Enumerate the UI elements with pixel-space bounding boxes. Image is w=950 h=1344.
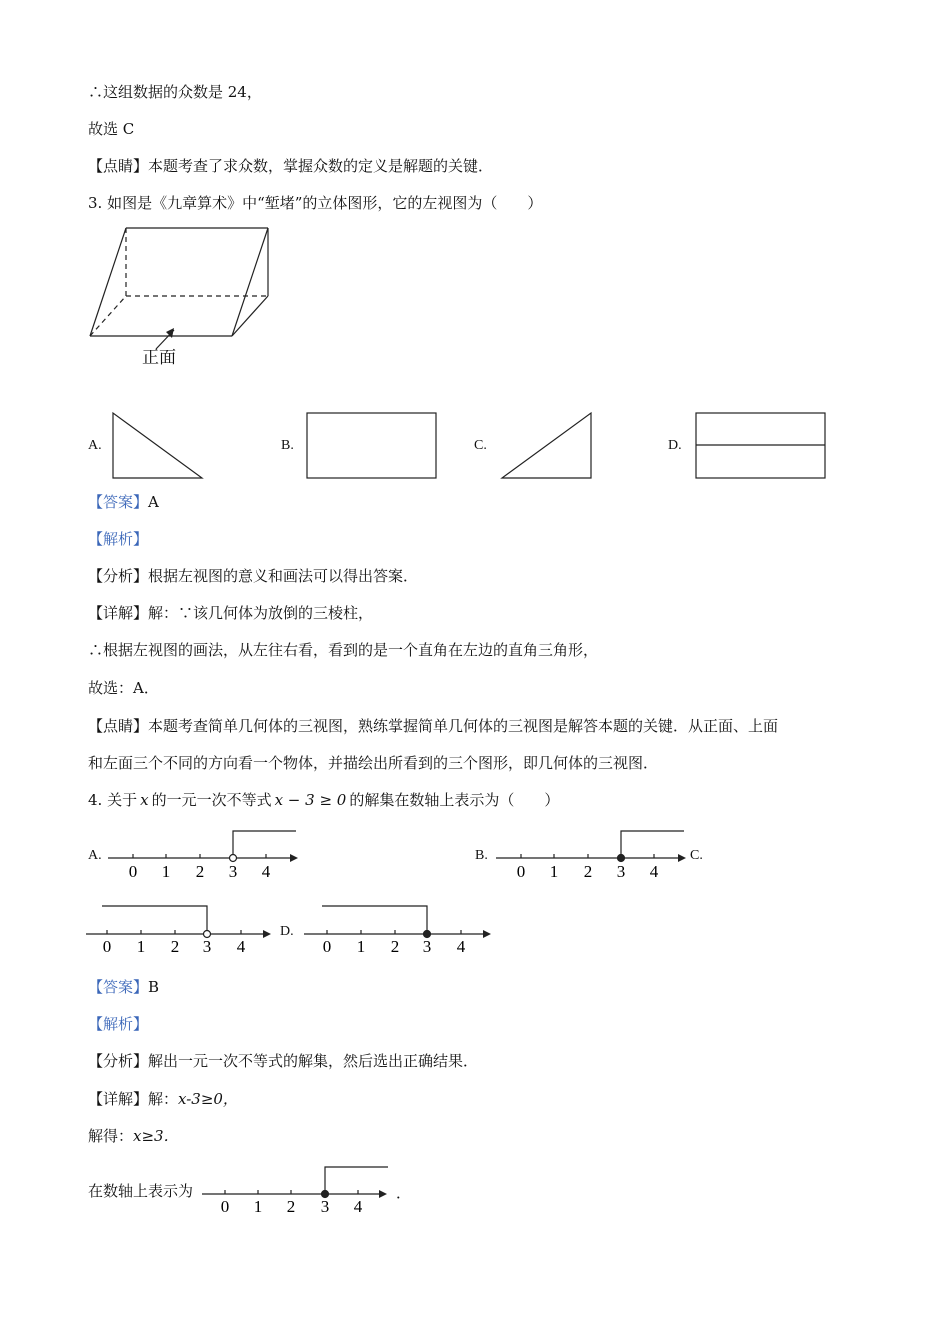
q4-option-d-label: D. <box>280 924 294 939</box>
q4-inequality: x − 3 ≥ 0 <box>274 791 347 809</box>
tick-label: 4 <box>236 937 246 956</box>
tick-label: 3 <box>320 1197 330 1216</box>
q4-suffix: 的解集在数轴上表示为（ ） <box>349 791 560 809</box>
tick-label: 0 <box>220 1197 230 1216</box>
tick-label: 3 <box>616 862 626 881</box>
tick-label: 0 <box>322 937 332 956</box>
tick-label: 0 <box>516 862 526 881</box>
number-line-d <box>304 904 496 956</box>
answer-tag: 【答案】 <box>88 493 149 511</box>
prism-figure <box>86 224 276 374</box>
answer-tag: 【答案】 <box>88 978 149 996</box>
q4-option-b-label: B. <box>475 848 488 863</box>
tick-label: 4 <box>261 862 271 881</box>
q3-answer <box>88 492 159 512</box>
xiangjie-expr: x-3≥0， <box>178 1090 238 1108</box>
question-4 <box>88 790 559 810</box>
option-b-label: B. <box>281 438 294 453</box>
tick-label: 0 <box>102 937 112 956</box>
question-3: 3. 如图是《九章算术》中“堑堵”的立体图形，它的左视图为（ ） <box>88 194 543 212</box>
tick-label: 1 <box>356 937 366 956</box>
q4-var: x <box>140 791 149 809</box>
text-line: 故选：A． <box>88 679 159 697</box>
jiede-expr: x≥3． <box>133 1127 179 1145</box>
number-line-a <box>108 828 300 880</box>
text-line: 和左面三个不同的方向看一个物体，并描绘出所看到的三个图形，即几何体的三视图． <box>88 754 659 772</box>
tick-label: 2 <box>583 862 593 881</box>
answer-value: A <box>148 493 159 511</box>
text-line: ∴根据左视图的画法，从左往右看，看到的是一个直角在左边的直角三角形， <box>88 641 599 659</box>
tick-label: 4 <box>649 862 659 881</box>
number-line-suffix: ． <box>396 1184 412 1202</box>
option-d-figure <box>695 412 827 482</box>
tick-label: 1 <box>161 862 171 881</box>
q4-mid: 的一元一次不等式 <box>151 791 272 809</box>
text-line: 【分析】根据左视图的意义和画法可以得出答案． <box>88 567 419 585</box>
tick-label: 3 <box>228 862 238 881</box>
text-line: 【点睛】本题考查简单几何体的三视图，熟练掌握简单几何体的三视图是解答本题的关键．从正面、上面 <box>88 717 779 735</box>
front-label: 正面 <box>142 348 176 368</box>
text-line <box>88 1089 238 1109</box>
q3-analysis-tag: 【解析】 <box>88 530 149 548</box>
number-line-solution <box>198 1164 394 1216</box>
tick-label: 2 <box>195 862 205 881</box>
tick-label: 4 <box>456 937 466 956</box>
q4-analysis-tag: 【解析】 <box>88 1015 149 1033</box>
option-b-figure <box>306 412 438 482</box>
option-a-label: A. <box>88 438 102 453</box>
tick-label: 3 <box>202 937 212 956</box>
q4-prefix: 4. 关于 <box>88 791 138 809</box>
number-line-b <box>496 828 688 880</box>
tick-label: 2 <box>286 1197 296 1216</box>
tick-label: 3 <box>422 937 432 956</box>
text-line: 【分析】解出一元一次不等式的解集，然后选出正确结果． <box>88 1052 479 1070</box>
text-line: 故选 C <box>88 120 135 138</box>
option-d-label: D. <box>668 438 682 453</box>
tick-label: 1 <box>136 937 146 956</box>
number-line-c <box>86 904 276 956</box>
tick-label: 4 <box>353 1197 363 1216</box>
q4-answer <box>88 977 159 997</box>
tick-label: 2 <box>170 937 180 956</box>
tick-label: 1 <box>253 1197 263 1216</box>
text-line: ∴这组数据的众数是 24， <box>88 83 262 101</box>
tick-label: 0 <box>128 862 138 881</box>
number-line-prefix: 在数轴上表示为 <box>88 1182 194 1200</box>
answer-value: B <box>148 978 160 996</box>
q4-option-c-label: C. <box>690 848 703 863</box>
text-line <box>88 1126 179 1146</box>
text-line: 【点睛】本题考查了求众数，掌握众数的定义是解题的关键． <box>88 157 494 175</box>
xiangjie-prefix: 【详解】解： <box>88 1090 179 1108</box>
tick-label: 1 <box>549 862 559 881</box>
q4-option-a-label: A. <box>88 848 102 863</box>
text-line: 【详解】解：∵该几何体为放倒的三棱柱， <box>88 604 374 622</box>
jiede-prefix: 解得： <box>88 1127 134 1145</box>
option-a-figure <box>112 412 206 482</box>
tick-label: 2 <box>390 937 400 956</box>
option-c-label: C. <box>474 438 487 453</box>
option-c-figure <box>500 412 594 482</box>
